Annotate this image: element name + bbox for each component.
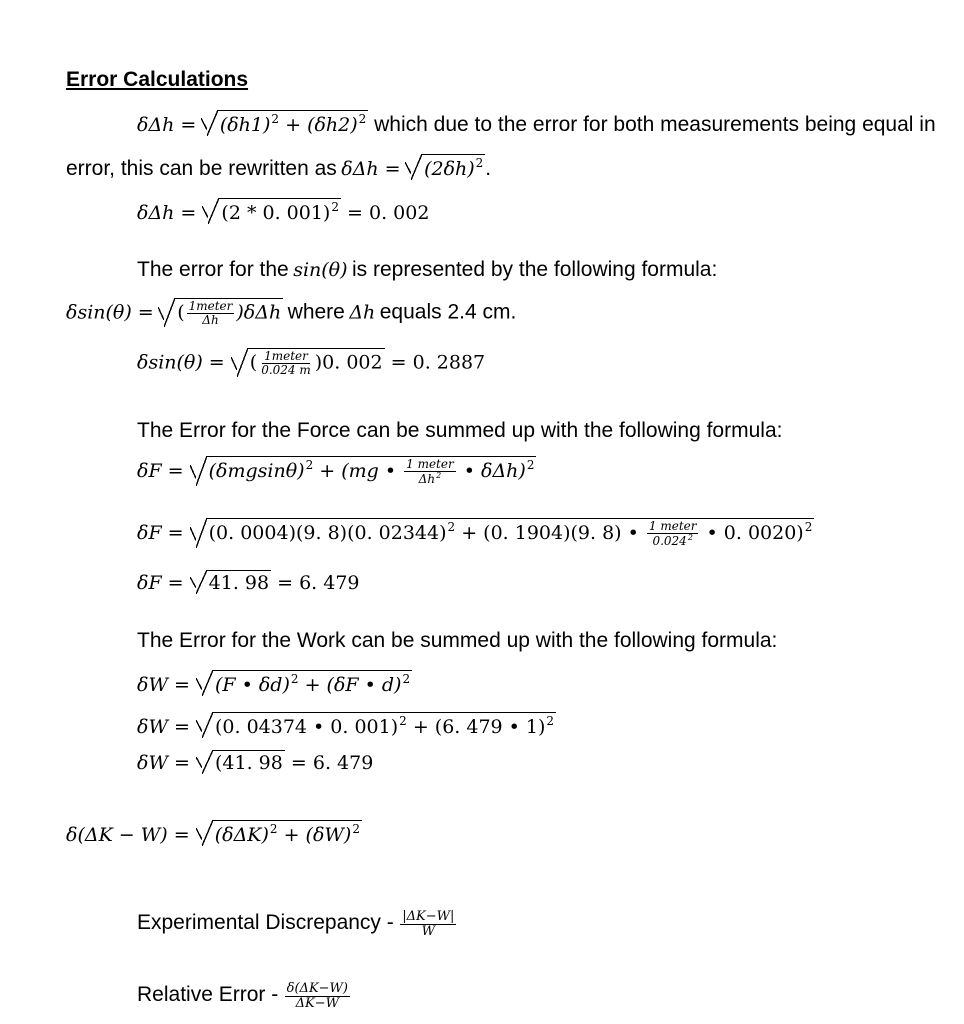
dh-rewrite-line [66, 154, 491, 181]
force-formula: $\delta F = (\delta mgsin\theta)^2 + (mg$ • $\frac{\text{1 meter}}{\Delta h^2}$ • δΔh)$^2$ [137, 457, 535, 487]
dh-formula-line [137, 110, 936, 137]
dh-explanation-2: error, this can be rewritten as [66, 157, 337, 180]
experimental-discrepancy: Experimental Discrepancy - $\frac{|\Delta K-W|}{W}$ [137, 909, 455, 940]
sin-calculation: δsin(θ) = ( $\frac{\text{1meter}}{0.024 m}$ )0. 002 = 0. 2887 [137, 349, 486, 378]
dh-sqrt: $(\delta h1)^2 + (\delta h2)^2$ [201, 110, 368, 136]
sin-formula: δsin(θ) = ( $\frac{\text{1meter}}{\Delta h}$ )δΔh where Δh equals 2.4 cm. [66, 299, 517, 328]
force-calculation: δF = (0. 0004)(9. 8)(0. 02344)$^2$ + (0. 1904)(9. 8) • $\frac{\text{1 meter}}{0.024^2}$ • 0. 0020)$^2$ [137, 519, 813, 549]
work-result: δW = (41. 98 = 6. 479 [137, 752, 374, 774]
work-calculation: δW = (0. 04374 • 0. 001)$^2$ + (6. 479 • 1)$^2$ [137, 714, 555, 738]
dh-sqrt-2: $(2\delta h)^2$ [405, 154, 485, 180]
combined-error-formula: $\delta(\Delta K - W) = (\delta\Delta K)^2 + (\delta W)^2$ [66, 822, 360, 846]
dh-period: . [485, 157, 492, 180]
relative-error: Relative Error - $\frac{\delta(\Delta K-W)}{\Delta K-W}$ [137, 981, 348, 1012]
work-formula: δW = (F • δd)$^2$ + (δF • d)$^2$ [137, 672, 411, 696]
sin-intro: The error for the sin(θ) is represented by the following formula: [137, 258, 718, 281]
force-intro: The Error for the Force can be summed up with the following formula: [137, 419, 783, 442]
dh-lhs: δΔh = [137, 114, 197, 136]
dh-explanation-1: which due to the error for both measurements being equal in [368, 113, 936, 136]
force-result: δF = 41. 98 = 6. 479 [137, 572, 360, 594]
section-title: Error Calculations [66, 68, 249, 91]
dh-lhs-2: δΔh = [341, 158, 401, 180]
work-intro: The Error for the Work can be summed up with the following formula: [137, 629, 778, 652]
dh-calculation: δΔh = (2 * 0. 001)$^2$ = 0. 002 [137, 200, 430, 224]
